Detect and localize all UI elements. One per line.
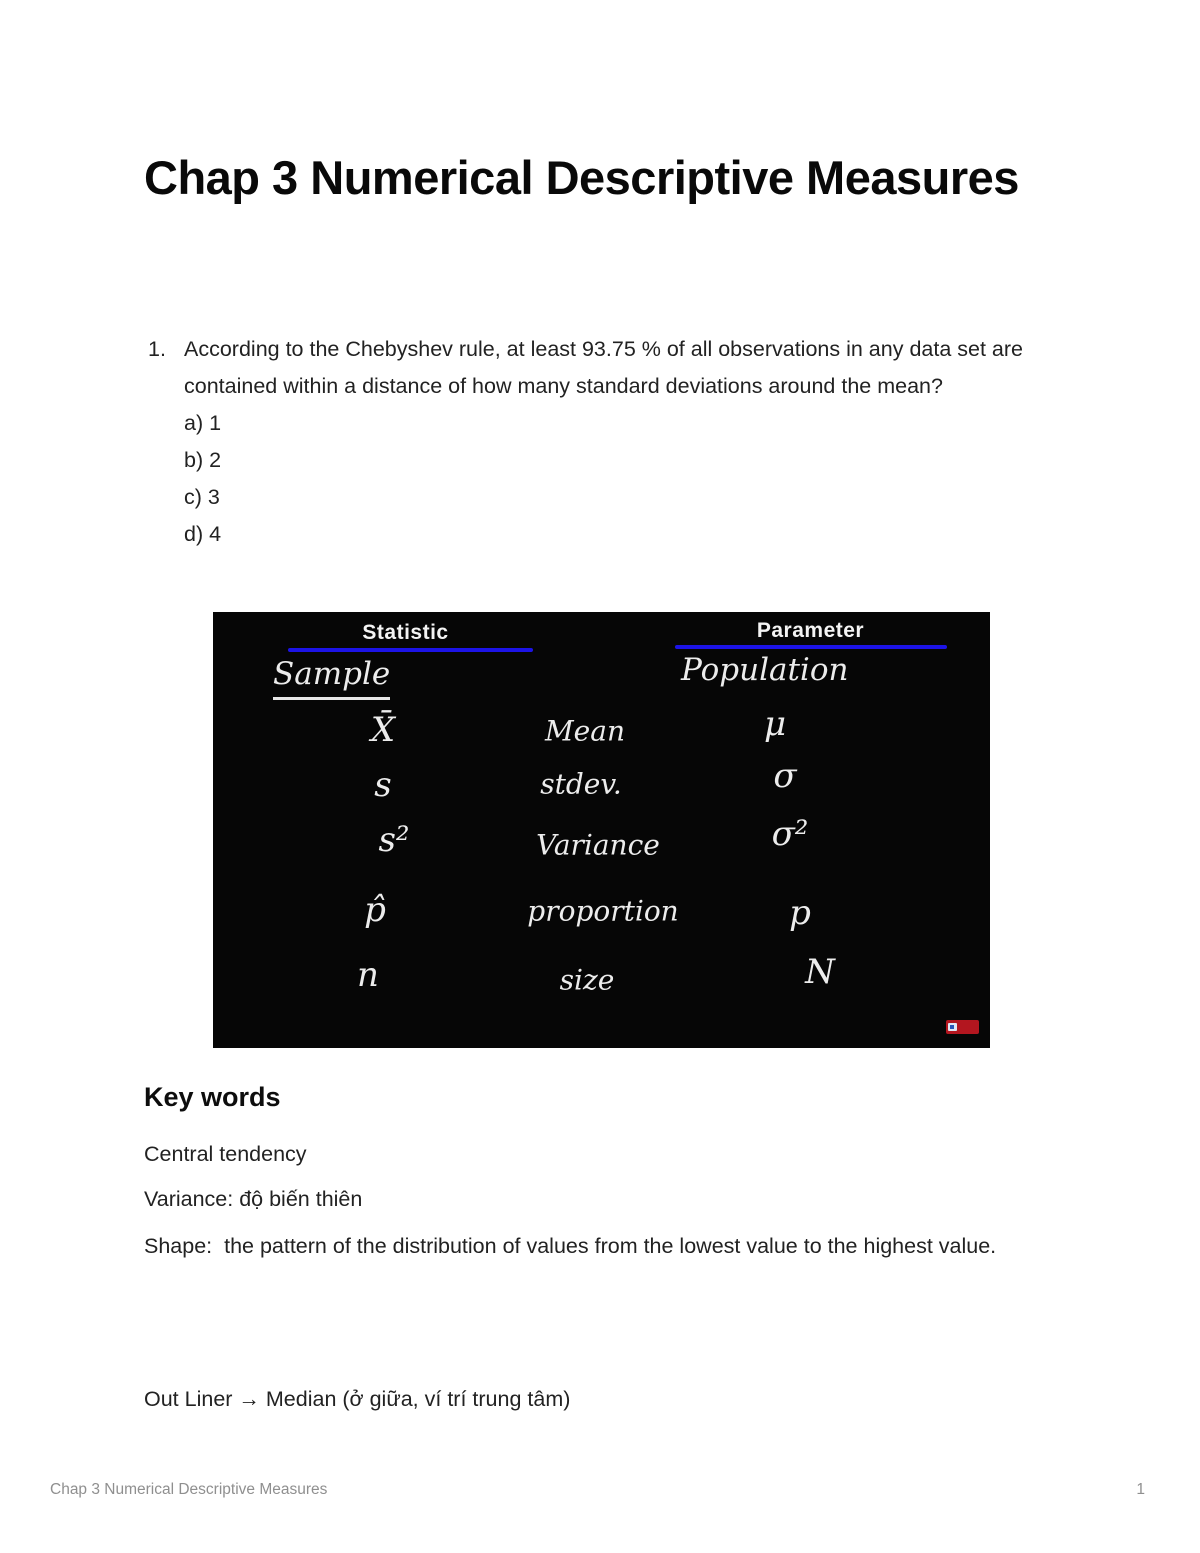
board-header-statistic: Statistic (362, 621, 449, 644)
option-d-value: 4 (209, 522, 222, 546)
option-c-label: c) (184, 485, 202, 509)
sample-label: Sample (273, 656, 390, 700)
question-number: 1. (148, 337, 166, 361)
keyword-shape: Shape: the pattern of the distribution of values from the lowest value to the highest value. (144, 1234, 997, 1258)
cell-name-variance: Variance (536, 828, 660, 862)
question-text: According to the Chebyshev rule, at least 93.75 % of all observations in any data set are contained within a distance of how many standard deviations around the mean? (184, 337, 1023, 398)
video-watermark-dot (950, 1025, 954, 1029)
footer-page-number: 1 (1136, 1481, 1145, 1498)
cell-sample-stdev: s (374, 765, 392, 805)
cell-name-size: size (559, 963, 615, 997)
cell-sample-variance: s² (378, 820, 410, 860)
option-a-label: a) (184, 411, 204, 435)
option-c (148, 479, 1048, 516)
cell-param-variance: σ² (771, 814, 809, 854)
board-subheader-population: Population (681, 652, 849, 688)
option-b-value: 2 (209, 448, 222, 472)
option-d-label: d) (184, 522, 204, 546)
keyword-variance: Variance: độ biến thiên (144, 1187, 363, 1211)
option-b (148, 442, 1048, 479)
question-block (148, 331, 1048, 553)
keywords-heading: Key words (144, 1082, 281, 1112)
cell-name-stdev: stdev. (540, 767, 622, 801)
page-title: Chap 3 Numerical Descriptive Measures (144, 151, 1019, 204)
parameter-underline (675, 645, 947, 649)
cell-param-stdev: σ (773, 756, 797, 796)
cell-sample-mean: X̄ (370, 710, 396, 750)
board-subheader-sample (273, 656, 390, 692)
option-c-value: 3 (207, 485, 220, 509)
cell-name-mean: Mean (545, 714, 625, 748)
option-b-label: b) (184, 448, 204, 472)
keyword-central-tendency: Central tendency (144, 1142, 307, 1166)
option-a (148, 405, 1048, 442)
keyword-outliner: Out Liner → Median (ở giữa, ví trí trung tâm) (144, 1387, 571, 1411)
option-a-value: 1 (209, 411, 222, 435)
board-header-parameter: Parameter (756, 619, 865, 642)
video-watermark (946, 1020, 979, 1034)
cell-sample-proportion: p̂ (364, 890, 386, 930)
footer-document-title: Chap 3 Numerical Descriptive Measures (50, 1481, 328, 1498)
cell-param-size: N (805, 952, 835, 992)
cell-param-mean: μ (763, 704, 787, 744)
cell-param-proportion: p (789, 893, 811, 933)
option-d (148, 516, 1048, 553)
statistic-underline (288, 648, 533, 652)
cell-name-proportion: proportion (527, 894, 679, 928)
cell-sample-size: n (357, 955, 379, 995)
statistic-parameter-board-image (213, 612, 990, 1048)
question-item (148, 331, 1048, 405)
